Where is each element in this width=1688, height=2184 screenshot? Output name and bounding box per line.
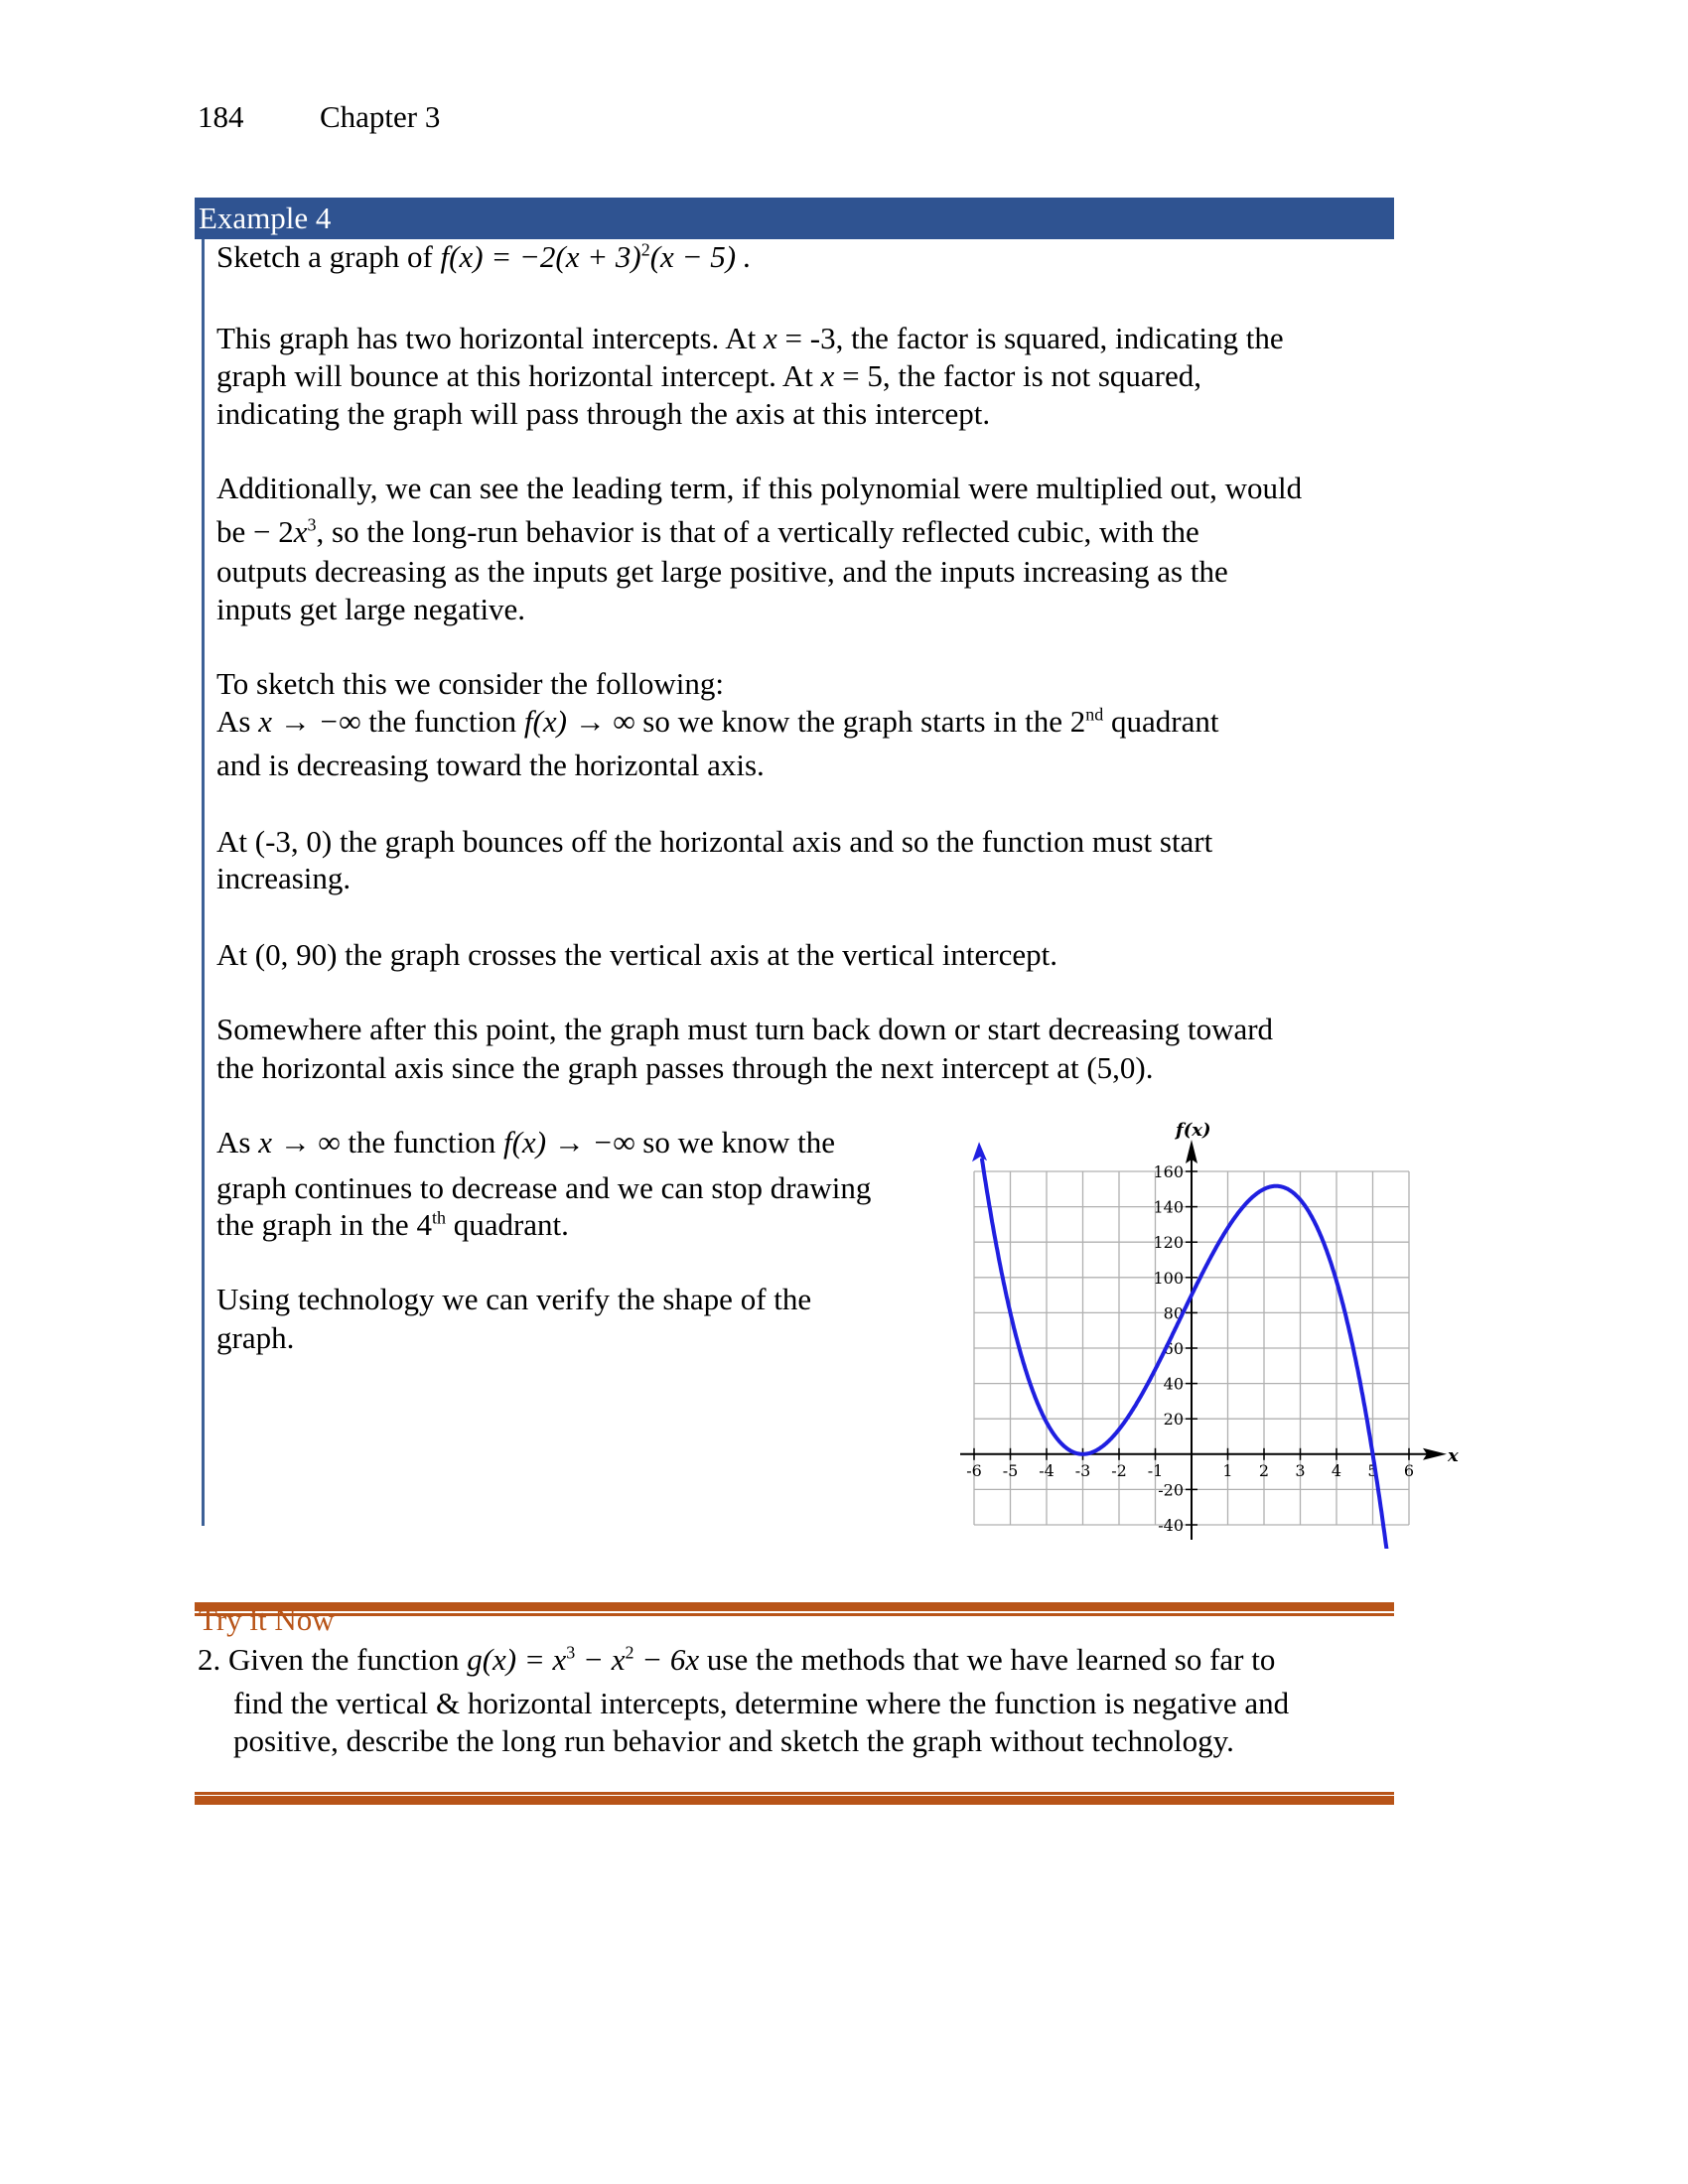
paragraph-line: graph. xyxy=(216,1320,295,1355)
svg-text:-20: -20 xyxy=(1158,1480,1184,1500)
svg-text:2: 2 xyxy=(1258,1460,1270,1480)
svg-text:60: 60 xyxy=(1163,1339,1184,1358)
svg-text:100: 100 xyxy=(1153,1268,1184,1288)
paragraph-line: Additionally, we can see the leading term, if this polynomial were multiplied out, would xyxy=(216,471,1303,505)
try-it-now-title: Try it Now xyxy=(199,1602,335,1637)
example-left-rule xyxy=(202,239,205,1526)
example-header-bar xyxy=(195,198,1394,239)
svg-text:-6: -6 xyxy=(966,1460,982,1480)
svg-text:-3: -3 xyxy=(1074,1460,1091,1480)
paragraph-line: and is decreasing toward the horizontal axis. xyxy=(216,748,765,782)
try-top-bar-thin xyxy=(195,1613,1394,1616)
example-title: Example 4 xyxy=(199,201,332,235)
x-axis-label: x xyxy=(1448,1445,1459,1466)
svg-text:20: 20 xyxy=(1163,1410,1184,1430)
try-bottom-bar xyxy=(195,1796,1394,1805)
y-axis-label: f(x) xyxy=(1176,1120,1211,1141)
try-line: find the vertical & horizontal intercepts, determine where the function is negative and xyxy=(233,1686,1290,1720)
paragraph-line: As x → −∞ the function f(x) → ∞ so we know the graph starts in the 2nd quadrant xyxy=(216,704,1219,739)
try-top-bar xyxy=(195,1602,1394,1611)
svg-text:80: 80 xyxy=(1163,1303,1184,1323)
paragraph-line: As x → ∞ the function f(x) → −∞ so we know the xyxy=(216,1125,836,1160)
svg-text:6: 6 xyxy=(1403,1460,1415,1480)
example-prompt: Sketch a graph of $f(x) = -2(x + 3)^2(x - 5)$ . xyxy=(216,239,752,274)
svg-text:40: 40 xyxy=(1163,1374,1184,1394)
function-formula: f(x) = −2(x + 3) xyxy=(440,239,641,274)
page-number: 184 xyxy=(198,99,244,134)
function-curve xyxy=(982,1160,1388,1549)
paragraph-line: At (0, 90) the graph crosses the vertical axis at the vertical intercept. xyxy=(216,937,1058,972)
svg-text:-2: -2 xyxy=(1111,1460,1127,1480)
paragraph-line: outputs decreasing as the inputs get large positive, and the inputs increasing as the xyxy=(216,554,1228,589)
svg-text:1: 1 xyxy=(1222,1460,1233,1480)
try-bottom-bar-thin xyxy=(195,1792,1394,1795)
function-graph xyxy=(943,1092,1460,1549)
paragraph-line: be − $2x^3$, so the long-run behavior is that of a vertically reflected cubic, with the xyxy=(216,514,1199,549)
paragraph-line: the horizontal axis since the graph passes through the next intercept at (5,0). xyxy=(216,1050,1154,1085)
try-line: positive, describe the long run behavior and sketch the graph without technology. xyxy=(233,1723,1234,1758)
svg-text:160: 160 xyxy=(1153,1162,1184,1181)
paragraph-line: inputs get large negative. xyxy=(216,592,526,626)
paragraph-line: To sketch this we consider the following: xyxy=(216,666,724,701)
svg-text:4: 4 xyxy=(1331,1460,1342,1480)
paragraph-line: the graph in the 4th quadrant. xyxy=(216,1207,569,1242)
paragraph-line: graph will bounce at this horizontal intercept. At x = 5, the factor is not squared, xyxy=(216,358,1201,393)
svg-text:-4: -4 xyxy=(1039,1460,1055,1480)
paragraph-line: indicating the graph will pass through the axis at this intercept. xyxy=(216,396,991,431)
paragraph-line: Using technology we can verify the shape of the xyxy=(216,1282,812,1316)
svg-text:3: 3 xyxy=(1295,1460,1306,1480)
svg-text:5: 5 xyxy=(1367,1460,1378,1480)
svg-text:140: 140 xyxy=(1153,1197,1184,1217)
paragraph-line: increasing. xyxy=(216,861,352,895)
try-line: 2. Given the function $g(x) = x^3 - x^2 - 6x$ use the methods that we have learned so far to xyxy=(198,1642,1276,1677)
svg-text:-1: -1 xyxy=(1147,1460,1164,1480)
svg-text:120: 120 xyxy=(1153,1233,1184,1253)
curve-end-arrows xyxy=(972,1142,1397,1549)
paragraph-line: graph continues to decrease and we can stop drawing xyxy=(216,1170,872,1205)
paragraph-line: This graph has two horizontal intercepts. At x = -3, the factor is squared, indicating the xyxy=(216,321,1284,355)
paragraph-line: Somewhere after this point, the graph must turn back down or start decreasing toward xyxy=(216,1012,1274,1046)
chapter-title: Chapter 3 xyxy=(320,99,441,134)
svg-text:-5: -5 xyxy=(1002,1460,1019,1480)
paragraph-line: At (-3, 0) the graph bounces off the horizontal axis and so the function must start xyxy=(216,824,1213,859)
svg-text:-40: -40 xyxy=(1158,1516,1184,1535)
